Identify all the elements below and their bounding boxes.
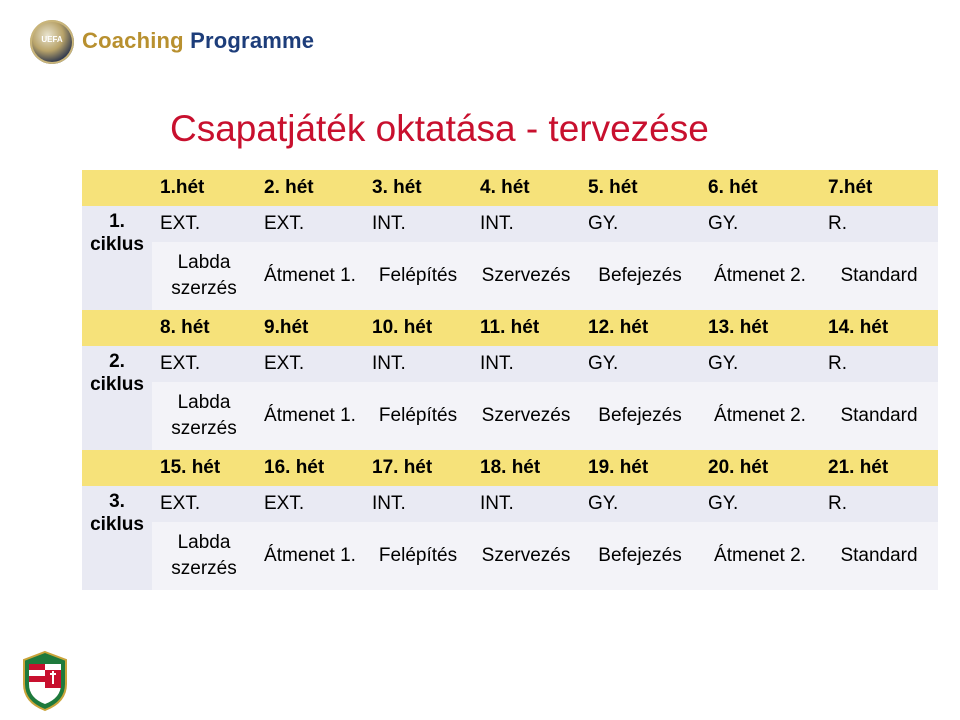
brand-word-2: Programme [190,28,315,53]
phase-cell [700,522,820,590]
header-bar [0,0,960,88]
cycle-label: 1. ciklus [82,206,152,310]
week-cell [152,450,256,486]
week-cell [364,170,472,206]
week-cell [256,170,364,206]
week-cell [364,310,472,346]
week-cell [580,450,700,486]
phase-cell [256,522,364,590]
category-label: EXT. [264,213,305,234]
phase-cell [364,522,472,590]
week-label: 18. hét [480,457,541,478]
brand-title [82,28,314,54]
categorie-cell [152,486,256,522]
week-label: 13. hét [708,317,769,338]
week-cell [472,310,580,346]
week-label: 2. hét [264,177,314,198]
phase-cell [256,382,364,450]
phase-label: Labda szerzés [171,252,237,299]
cycle-week-label-cell [82,450,152,486]
phase-label: Befejezés [598,405,682,426]
week-label: 14. hét [828,317,889,338]
week-label: 11. hét [480,317,540,338]
category-label: GY. [588,353,619,374]
categorie-cell [256,206,364,242]
categorie-cell [820,346,938,382]
week-cell [700,310,820,346]
categorie-cell [364,346,472,382]
categorie-cell [472,346,580,382]
week-cell [820,310,938,346]
category-label: INT. [372,493,406,514]
phase-cell [820,382,938,450]
cycle-week-label-cell [82,310,152,346]
phase-label: Szervezés [481,265,571,286]
category-label: INT. [480,213,514,234]
week-label: 1.hét [160,177,205,198]
week-cell [152,310,256,346]
phase-label: Befejezés [598,265,682,286]
phase-cell [700,382,820,450]
categorie-cell [820,206,938,242]
hungarian-federation-crest-icon [20,648,70,714]
phase-label: Átmenet 1. [264,405,356,426]
brand-word-1: Coaching [82,28,184,53]
categorie-cell [580,346,700,382]
uefa-logo-icon: UEFA [30,20,74,64]
week-label: 19. hét [588,457,649,478]
week-label: 4. hét [480,177,530,198]
cycle-label: 3. ciklus [82,486,152,590]
category-label: GY. [708,353,739,374]
phase-cell [256,242,364,310]
week-cell [472,170,580,206]
category-label: INT. [480,493,514,514]
phase-label: Labda szerzés [171,532,237,579]
phase-cell [152,242,256,310]
phase-cell [364,382,472,450]
phase-label: Átmenet 1. [264,265,356,286]
phase-label: Átmenet 1. [264,545,356,566]
phase-cell [820,522,938,590]
phase-cell [700,242,820,310]
phase-cell [580,382,700,450]
phase-cell [472,242,580,310]
category-label: GY. [708,493,739,514]
week-label: 16. hét [264,457,325,478]
categorie-cell [364,486,472,522]
categorie-cell [152,346,256,382]
category-label: EXT. [264,493,305,514]
phase-label: Szervezés [481,405,571,426]
categorie-cell [700,346,820,382]
week-label: 8. hét [160,317,210,338]
category-label: R. [828,353,847,374]
category-label: INT. [372,213,406,234]
category-label: R. [828,493,847,514]
week-label: 12. hét [588,317,649,338]
phase-cell [472,382,580,450]
category-label: EXT. [264,353,305,374]
categorie-cell [364,206,472,242]
week-label: 10. hét [372,317,433,338]
phase-cell [152,522,256,590]
week-cell [580,170,700,206]
phase-cell [364,242,472,310]
phase-label: Standard [840,405,918,426]
week-label: 7.hét [828,177,873,198]
week-cell [700,450,820,486]
training-plan-table [82,170,938,590]
week-cell [580,310,700,346]
category-label: GY. [588,493,619,514]
categorie-cell [700,486,820,522]
week-label: 15. hét [160,457,221,478]
category-label: EXT. [160,353,201,374]
category-label: INT. [372,353,406,374]
week-label: 21. hét [828,457,889,478]
categorie-cell [472,486,580,522]
week-cell [364,450,472,486]
phase-cell [472,522,580,590]
phase-label: Standard [840,545,918,566]
category-label: GY. [708,213,739,234]
categorie-cell [700,206,820,242]
phase-label: Átmenet 2. [714,265,806,286]
categorie-cell [472,206,580,242]
week-cell [472,450,580,486]
phase-cell [580,242,700,310]
week-cell [820,170,938,206]
category-label: EXT. [160,213,201,234]
categorie-cell [580,206,700,242]
phase-cell [152,382,256,450]
phase-cell [580,522,700,590]
phase-label: Szervezés [481,545,571,566]
categorie-cell [580,486,700,522]
week-label: 20. hét [708,457,769,478]
categorie-cell [256,346,364,382]
phase-label: Standard [840,265,918,286]
phase-label: Átmenet 2. [714,405,806,426]
week-cell [256,310,364,346]
phase-label: Labda szerzés [171,392,237,439]
category-label: GY. [588,213,619,234]
phase-label: Felépítés [378,545,458,566]
week-label: 6. hét [708,177,758,198]
categorie-cell [152,206,256,242]
week-cell [256,450,364,486]
week-label: 9.hét [264,317,309,338]
week-label: 5. hét [588,177,638,198]
week-label: 17. hét [372,457,433,478]
week-cell [700,170,820,206]
week-cell [820,450,938,486]
page-title: Csapatjáték oktatása - tervezése [170,108,709,149]
week-label: 3. hét [372,177,422,198]
cycle-label: 2. ciklus [82,346,152,450]
category-label: EXT. [160,493,201,514]
categorie-cell [256,486,364,522]
categorie-cell [820,486,938,522]
category-label: R. [828,213,847,234]
phase-label: Felépítés [378,405,458,426]
cycle-week-label-cell [82,170,152,206]
phase-label: Befejezés [598,545,682,566]
phase-label: Átmenet 2. [714,545,806,566]
phase-label: Felépítés [378,265,458,286]
category-label: INT. [480,353,514,374]
phase-cell [820,242,938,310]
week-cell [152,170,256,206]
